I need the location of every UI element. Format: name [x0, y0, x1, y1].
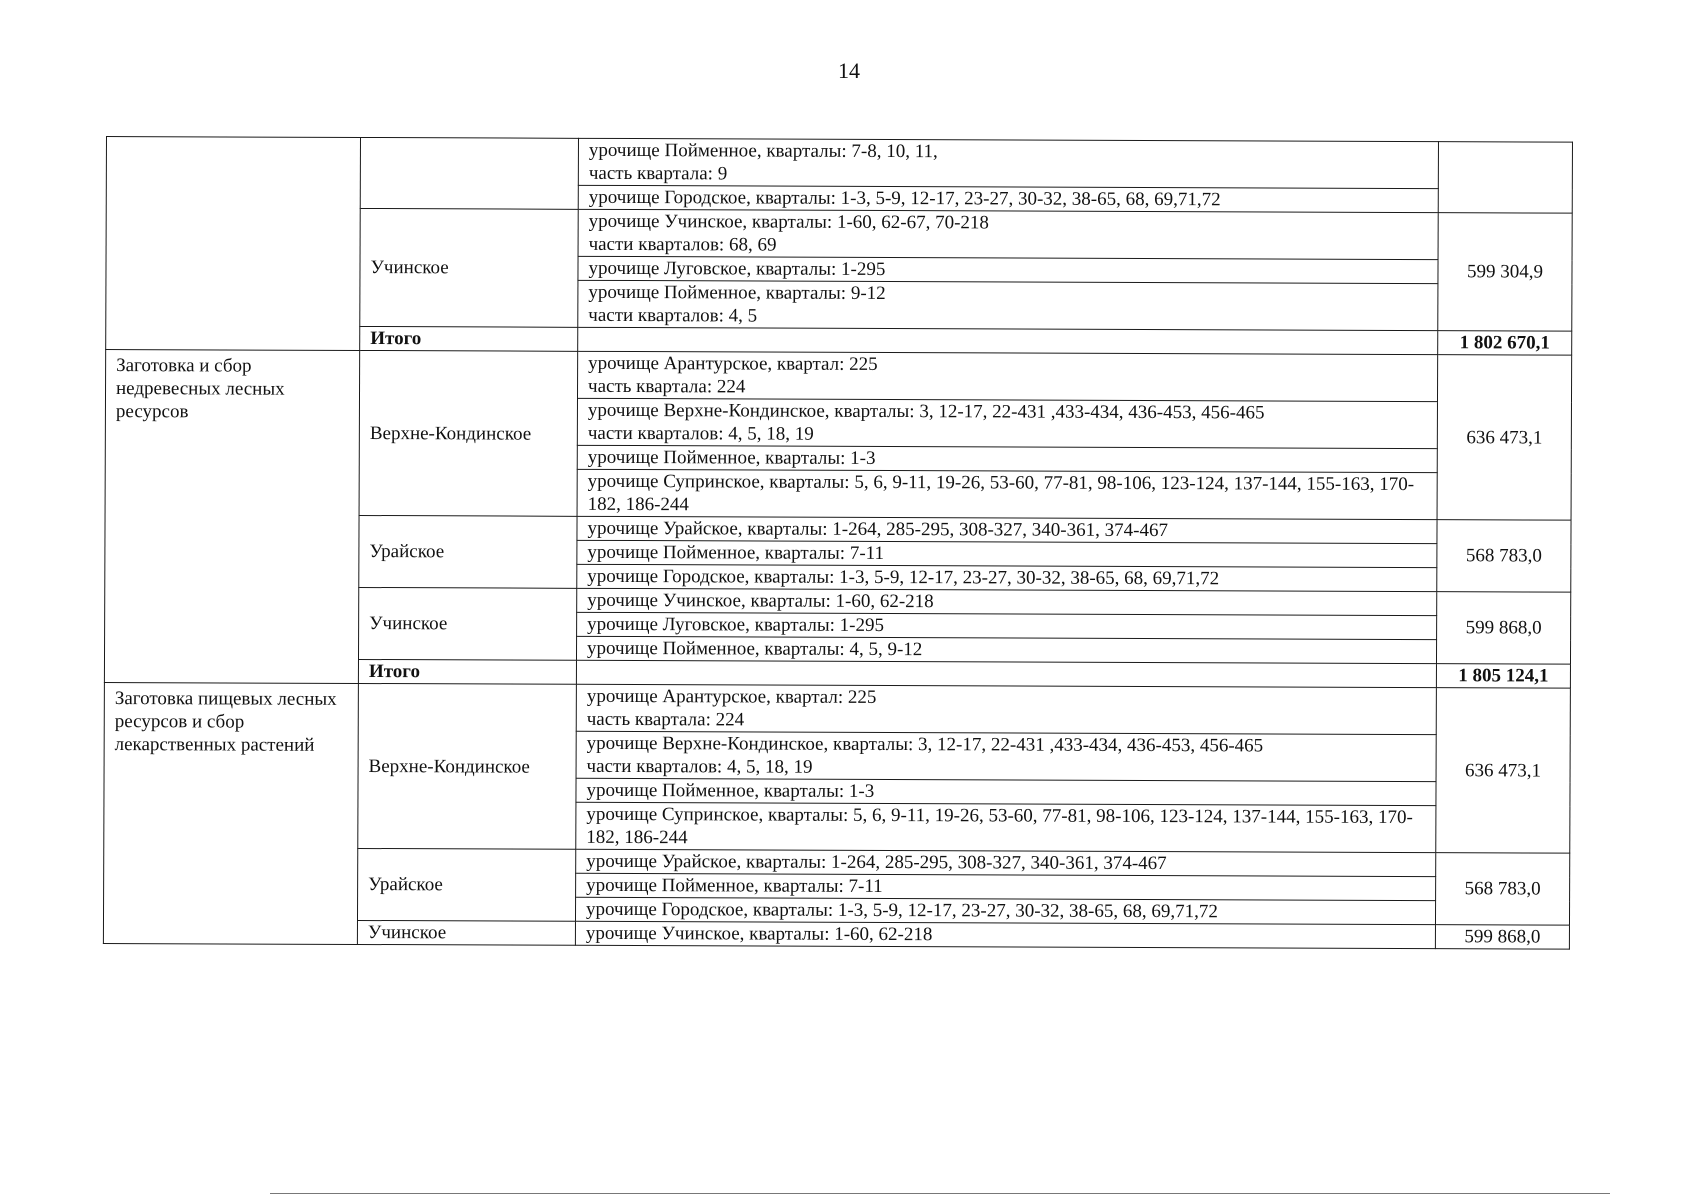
tract-cell — [577, 351, 1437, 401]
tract-line: урочище Учинское, кварталы: 1-60, 62-218 — [585, 922, 933, 946]
tract-line: урочище Луговское, кварталы: 1-295 — [587, 613, 885, 636]
tract-cell — [575, 921, 1435, 948]
area-total-cell: 568 783,0 — [1437, 520, 1571, 593]
tract-line: урочище Супринское, кварталы: 5, 6, 9-11, 19-26, 53-60, 77-81, 98-106, 123-124, 137-144, 155-163, 170-182, 186-244 — [586, 803, 1413, 849]
tract-line: часть квартала: 9 — [588, 162, 728, 185]
tract-line: урочище Пойменное, кварталы: 7-11 — [586, 874, 883, 897]
tract-line: урочище Пойменное, кварталы: 1-3 — [587, 446, 876, 469]
tract-cell — [576, 873, 1436, 900]
tract-line: урочище Городское, кварталы: 1-3, 5-9, 12-17, 23-27, 30-32, 38-65, 68, 69,71,72 — [585, 898, 1218, 923]
tract-line: урочище Учинское, кварталы: 1-60, 62-67, 70-218 — [588, 210, 989, 234]
tract-cell — [576, 802, 1436, 852]
tract-line: урочище Арантурское, квартал: 225 — [588, 352, 878, 375]
tract-cell — [576, 778, 1436, 805]
itogo-empty-cell — [578, 327, 1438, 354]
tract-cell — [577, 540, 1437, 567]
tract-line: урочище Урайское, кварталы: 1-264, 285-295, 308-327, 340-361, 374-467 — [586, 850, 1167, 875]
itogo-label: Итого — [360, 326, 578, 351]
tract-line: урочище Арантурское, квартал: 225 — [586, 685, 877, 708]
tract-line: урочище Супринское, кварталы: 5, 6, 9-11, 19-26, 53-60, 77-81, 98-106, 123-124, 137-144, 155-163, 170-182, 186-244 — [587, 470, 1415, 516]
table-row — [106, 137, 1572, 190]
area-total-cell: 568 783,0 — [1435, 853, 1569, 926]
tract-cell — [576, 731, 1436, 781]
itogo-label: Итого — [358, 659, 576, 684]
activity-cell: Заготовка и сбор недревесных лесных ресурсов — [104, 350, 359, 684]
area-total-cell: 599 304,9 — [1438, 213, 1572, 332]
district-cell: Учинское — [360, 208, 578, 327]
tract-line: урочище Луговское, кварталы: 1-295 — [588, 257, 886, 280]
tract-line: урочище Пойменное, кварталы: 1-3 — [586, 779, 875, 802]
tract-line: части кварталов: 4, 5 — [588, 304, 758, 327]
tract-line: части кварталов: 68, 69 — [588, 233, 777, 256]
tract-cell — [577, 612, 1437, 639]
district-cell: Учинское — [358, 587, 576, 660]
tract-line: урочище Городское, кварталы: 1-3, 5-9, 12-17, 23-27, 30-32, 38-65, 68, 69,71,72 — [588, 186, 1221, 211]
tract-cell — [576, 684, 1436, 734]
area-total-cell: 636 473,1 — [1436, 688, 1571, 854]
table-row — [104, 682, 1570, 735]
district-cell: Учинское — [357, 920, 575, 945]
district-cell: Урайское — [357, 848, 575, 921]
tract-line: части кварталов: 4, 5, 18, 19 — [586, 755, 813, 778]
tract-cell — [577, 398, 1437, 448]
tract-cell — [578, 209, 1438, 259]
district-cell: Урайское — [359, 515, 577, 588]
tract-cell — [576, 849, 1436, 876]
tract-cell — [578, 256, 1438, 283]
district-cell: Верхне-Кондинское — [359, 350, 578, 516]
tract-line: урочище Пойменное, кварталы: 7-11 — [587, 541, 885, 564]
tract-line: урочище Пойменное, кварталы: 7-8, 10, 11, — [588, 139, 938, 163]
tract-line: урочище Пойменное, кварталы: 9-12 — [588, 281, 886, 304]
tract-cell — [577, 445, 1437, 472]
tract-cell — [577, 564, 1437, 591]
itogo-value: 1 805 124,1 — [1436, 664, 1570, 689]
tract-cell — [578, 280, 1438, 330]
activity-cell: Заготовка пищевых лесных ресурсов и сбор лекарственных растений — [103, 682, 358, 944]
tract-cell — [578, 185, 1438, 212]
tract-line: урочище Городское, кварталы: 1-3, 5-9, 12-17, 23-27, 30-32, 38-65, 68, 69,71,72 — [587, 565, 1220, 590]
area-total-cell — [1438, 142, 1572, 214]
page-number: 14 — [838, 58, 860, 83]
tract-cell — [577, 469, 1437, 519]
itogo-value: 1 802 670,1 — [1438, 331, 1572, 356]
tract-cell — [575, 897, 1435, 924]
tract-line: часть квартала: 224 — [588, 375, 746, 398]
tract-line: урочище Пойменное, кварталы: 4, 5, 9-12 — [586, 637, 923, 661]
document-sheet — [103, 136, 1572, 950]
district-cell — [360, 137, 578, 209]
tract-line: часть квартала: 224 — [586, 708, 745, 731]
table-row — [105, 350, 1571, 403]
area-total-cell: 599 868,0 — [1435, 925, 1569, 950]
tract-line: урочище Урайское, кварталы: 1-264, 285-295, 308-327, 340-361, 374-467 — [587, 517, 1169, 542]
activity-cell — [106, 137, 361, 351]
district-cell: Верхне-Кондинское — [358, 683, 577, 849]
tract-cell — [576, 636, 1436, 663]
tract-line: урочище Верхне-Кондинское, кварталы: 3, 12-17, 22-431 ,433-434, 436-453, 456-465 — [587, 399, 1265, 424]
tract-line: части кварталов: 4, 5, 18, 19 — [587, 422, 814, 445]
tract-line: урочище Верхне-Кондинское, кварталы: 3, 12-17, 22-431 ,433-434, 436-453, 456-465 — [586, 732, 1264, 757]
tract-line: урочище Учинское, кварталы: 1-60, 62-218 — [587, 589, 934, 613]
area-total-cell: 599 868,0 — [1436, 592, 1570, 665]
tract-cell — [577, 516, 1437, 543]
area-total-cell: 636 473,1 — [1437, 355, 1572, 521]
bottom-rule — [270, 1193, 1610, 1194]
forest-areas-table — [103, 136, 1573, 950]
itogo-empty-cell — [576, 660, 1436, 687]
tract-cell — [578, 138, 1438, 188]
tract-cell — [577, 588, 1437, 615]
